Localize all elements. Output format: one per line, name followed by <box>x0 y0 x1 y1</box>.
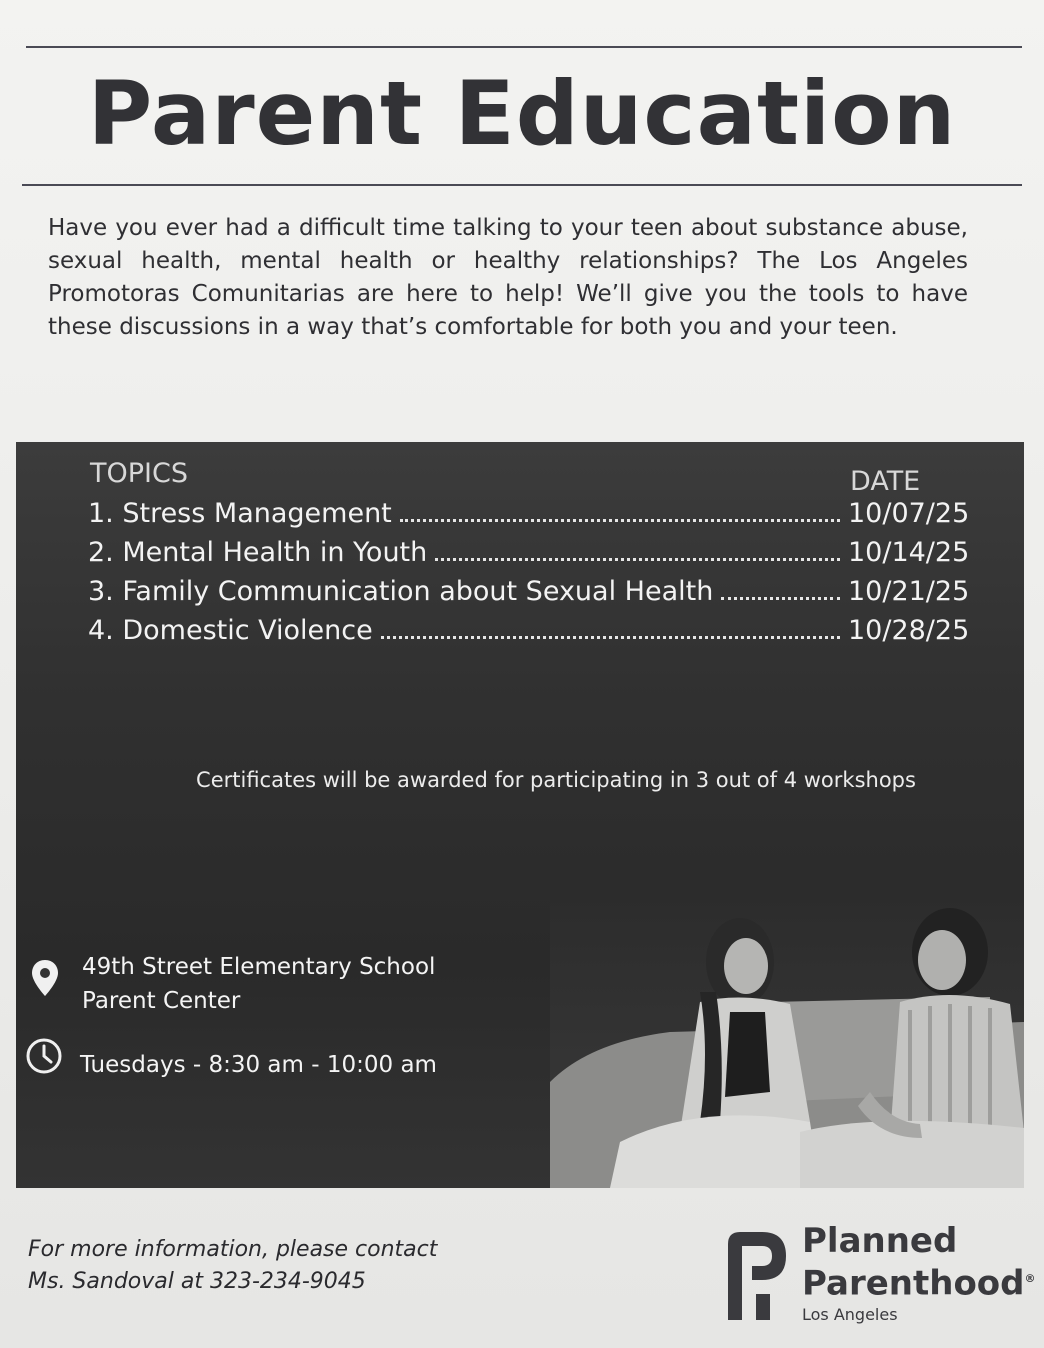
topic-label: 4. Domestic Violence <box>88 615 373 646</box>
topic-row <box>88 576 976 614</box>
topic-row <box>88 615 976 653</box>
title-rule <box>22 184 1022 186</box>
location-pin-icon <box>30 958 60 998</box>
topics-panel <box>16 442 1024 1188</box>
logo-text-parenthood <box>802 1260 1036 1302</box>
location-line1: 49th Street Elementary School <box>82 954 436 980</box>
topic-row <box>88 537 976 575</box>
topic-date: 10/28/25 <box>848 615 970 646</box>
topic-row <box>88 498 976 536</box>
leader-dots <box>721 597 840 600</box>
logo-text-planned: Planned <box>802 1221 958 1261</box>
schedule-text: Tuesdays - 8:30 am - 10:00 am <box>80 1052 437 1078</box>
date-header: DATE <box>850 466 921 497</box>
page-title: Parent Education <box>87 62 957 165</box>
location-line2: Parent Center <box>82 988 241 1014</box>
leader-dots <box>400 519 840 522</box>
logo-subtitle: Los Angeles <box>802 1305 898 1324</box>
top-rule <box>26 46 1022 48</box>
topic-label: 2. Mental Health in Youth <box>88 537 428 568</box>
logo-text-parenthood-word: Parenthood <box>802 1263 1025 1304</box>
leader-dots <box>435 558 840 561</box>
clock-icon <box>24 1036 64 1076</box>
intro-paragraph: Have you ever had a difficult time talking to your teen about substance abuse, sexual health, mental health or healthy relationships? The Los Angeles Promotoras Comunitarias are here to help! We’ll give you the tools to have these discussions in a way that’s comfortable for both you and your teen. <box>48 215 968 340</box>
certificate-note: Certificates will be awarded for participating in 3 out of 4 workshops <box>196 768 916 792</box>
topic-date: 10/07/25 <box>848 498 970 529</box>
topic-date: 10/14/25 <box>848 537 970 568</box>
location-block <box>82 950 435 1018</box>
contact-info <box>28 1234 437 1298</box>
topics-header: TOPICS <box>90 458 188 489</box>
mother-and-teen-photo <box>550 892 1024 1188</box>
topic-label: 1. Stress Management <box>88 498 392 529</box>
contact-line2: Ms. Sandoval at 323-234-9045 <box>28 1269 366 1294</box>
topic-label: 3. Family Communication about Sexual Health <box>88 576 714 607</box>
contact-line1: For more information, please contact <box>28 1237 438 1262</box>
leader-dots <box>381 636 840 639</box>
registered-mark: ® <box>1024 1272 1036 1285</box>
topic-date: 10/21/25 <box>848 576 970 607</box>
planned-parenthood-logo-icon <box>722 1226 792 1322</box>
